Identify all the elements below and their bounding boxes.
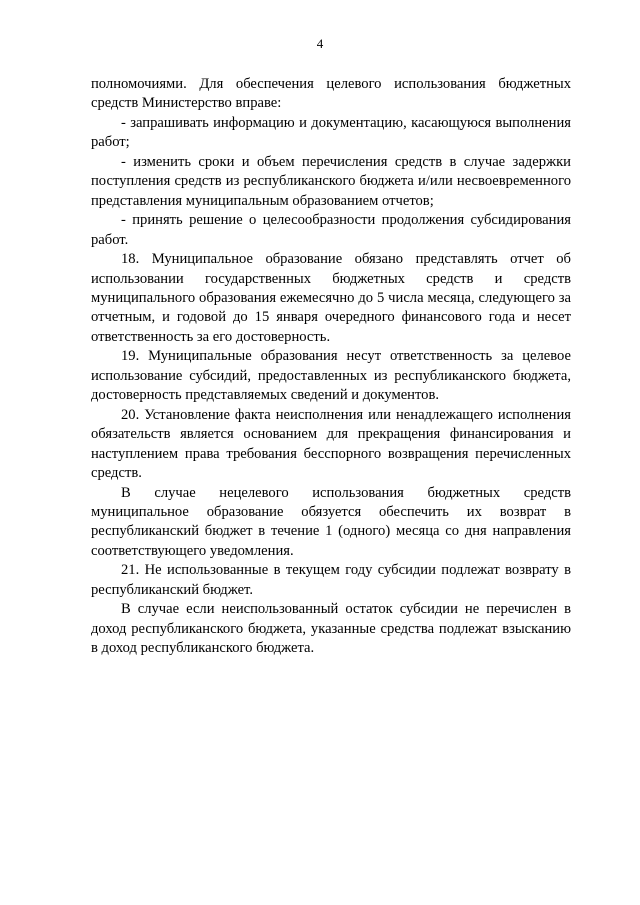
paragraph-item-19: 19. Муниципальные образования несут ответственность за целевое использование субсидий, предоставленных из республиканского бюджета, достоверность представляемых сведений и документов. <box>91 348 571 404</box>
paragraph-misuse-return: В случае нецелевого использования бюджетных средств муниципальное образование обязуется обеспечить их возврат в республиканский бюджет в течение 1 (одного) месяца со дня направления соответствующего уведомления. <box>91 484 571 559</box>
paragraph-change-terms: - изменить сроки и объем перечисления средств в случае задержки поступления средств из республиканского бюджета и/или несвоевременного представления муниципальным образованием отчетов; <box>91 153 571 209</box>
paragraph-unspent-recovery: В случае если неиспользованный остаток субсидии не перечислен в доход республиканского бюджета, указанные средства подлежат взысканию в доход республиканского бюджета. <box>91 601 571 657</box>
paragraph-item-18: 18. Муниципальное образование обязано представлять отчет об использовании государственных бюджетных средств и средств муниципального образования ежемесячно до 5 числа месяца, следующего за отчетным, и годовой до 15 января очередного финансового года и несет ответственность за его достоверность. <box>91 251 571 345</box>
paragraph-request-info: - запрашивать информацию и документацию, касающуюся выполнения работ; <box>91 114 571 151</box>
page-number: 4 <box>316 36 324 51</box>
paragraph-item-21: 21. Не использованные в текущем году субсидии подлежат возврату в республиканский бюджет. <box>91 562 571 598</box>
paragraph-decide-continuation: - принять решение о целесообразности продолжения субсидирования работ. <box>91 212 571 248</box>
document-body <box>91 75 571 659</box>
paragraph-item-20: 20. Установление факта неисполнения или ненадлежащего исполнения обязательств является основанием для прекращения финансирования и наступлением права требования бесспорного возвращения перечисленных средств. <box>91 406 571 482</box>
paragraph-authority-intro: полномочиями. Для обеспечения целевого использования бюджетных средств Министерство вправе: <box>91 76 571 112</box>
